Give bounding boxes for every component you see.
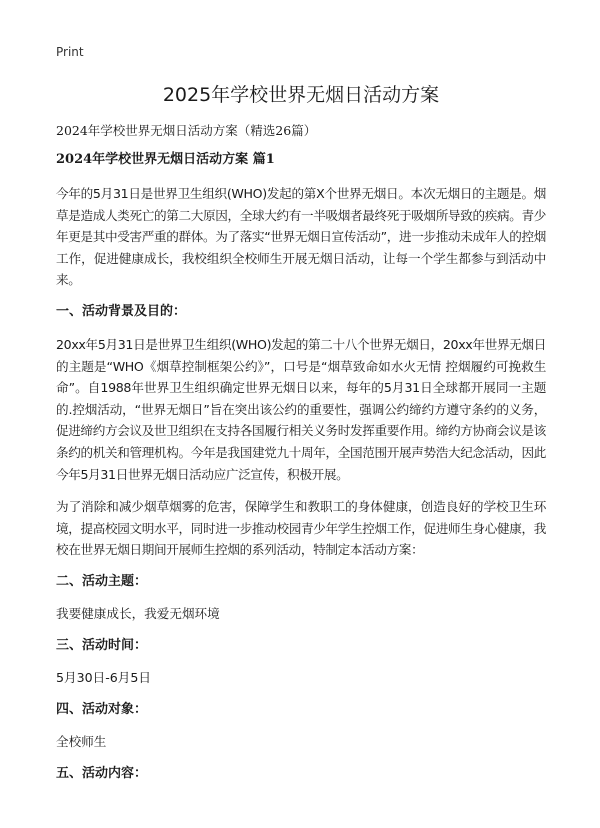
audience-text: 全校师生 — [56, 733, 107, 749]
time-text: 5月30日-6月5日 — [56, 669, 151, 685]
document-content — [56, 150, 546, 796]
document-title: 2025年学校世界无烟日活动方案 — [162, 84, 440, 106]
background-paragraph-1: 20xx年5月31日是世界卫生组织(WHO)发起的第二十八个世界无烟日，20xx年世界无烟日的主题是“WHO《烟草控制框架公约》”，口号是“烟草致命如水火无情 控烟履约可挽救生命”。自1988年世界卫生组织确定世界无烟日以来，每年的5月31日全球都开展同一主题的.控烟活动，“世界无烟日”旨在突出该公约的重要性，强调公约缔约方遵守条约的义务，促进缔约方会议及世卫组织在支持各国履行相关义务时发挥重要作用。缔约方协商会议是该条约的机关和管理机构。今年是我国建党九十周年，全国范围开展声势浩大纪念活动，因此今年5月31日世界无烟日活动应广泛宣传，积极开展。 — [56, 336, 546, 482]
article-heading: 2024年学校世界无烟日活动方案 篇1 — [56, 152, 275, 167]
section-heading-time: 三、活动时间： — [56, 637, 148, 653]
section-heading-content: 五、活动内容： — [56, 765, 148, 781]
intro-paragraph: 今年的5月31日是世界卫生组织(WHO)发起的第X个世界无烟日。本次无烟日的主题是。烟草是造成人类死亡的第二大原因，全球大约有一半吸烟者最终死于吸烟所导致的疾病。青少年更是其中受害严重的群体。为了落实“世界无烟日宣传活动”，进一步推动未成年人的控烟工作，促进健康成长，我校组织全校师生开展无烟日活动，让每一个学生都参与到活动中来。 — [56, 186, 546, 288]
section-heading-audience: 四、活动对象： — [56, 701, 148, 717]
section-heading-theme: 二、活动主题： — [56, 573, 148, 589]
print-link[interactable]: Print — [56, 45, 84, 59]
section-heading-background: 一、活动背景及目的： — [56, 303, 187, 319]
document-subtitle: 2024年学校世界无烟日活动方案（精选26篇） — [56, 123, 317, 138]
background-paragraph-2: 为了消除和减少烟草烟雾的危害，保障学生和教职工的身体健康，创造良好的学校卫生环境，提高校园文明水平，同时进一步推动校园青少年学生控烟工作，促进师生身心健康，我校在世界无烟日期间开展师生控烟的系列活动，特制定本活动方案： — [56, 499, 546, 558]
theme-text: 我要健康成长，我爱无烟环境 — [56, 605, 220, 621]
